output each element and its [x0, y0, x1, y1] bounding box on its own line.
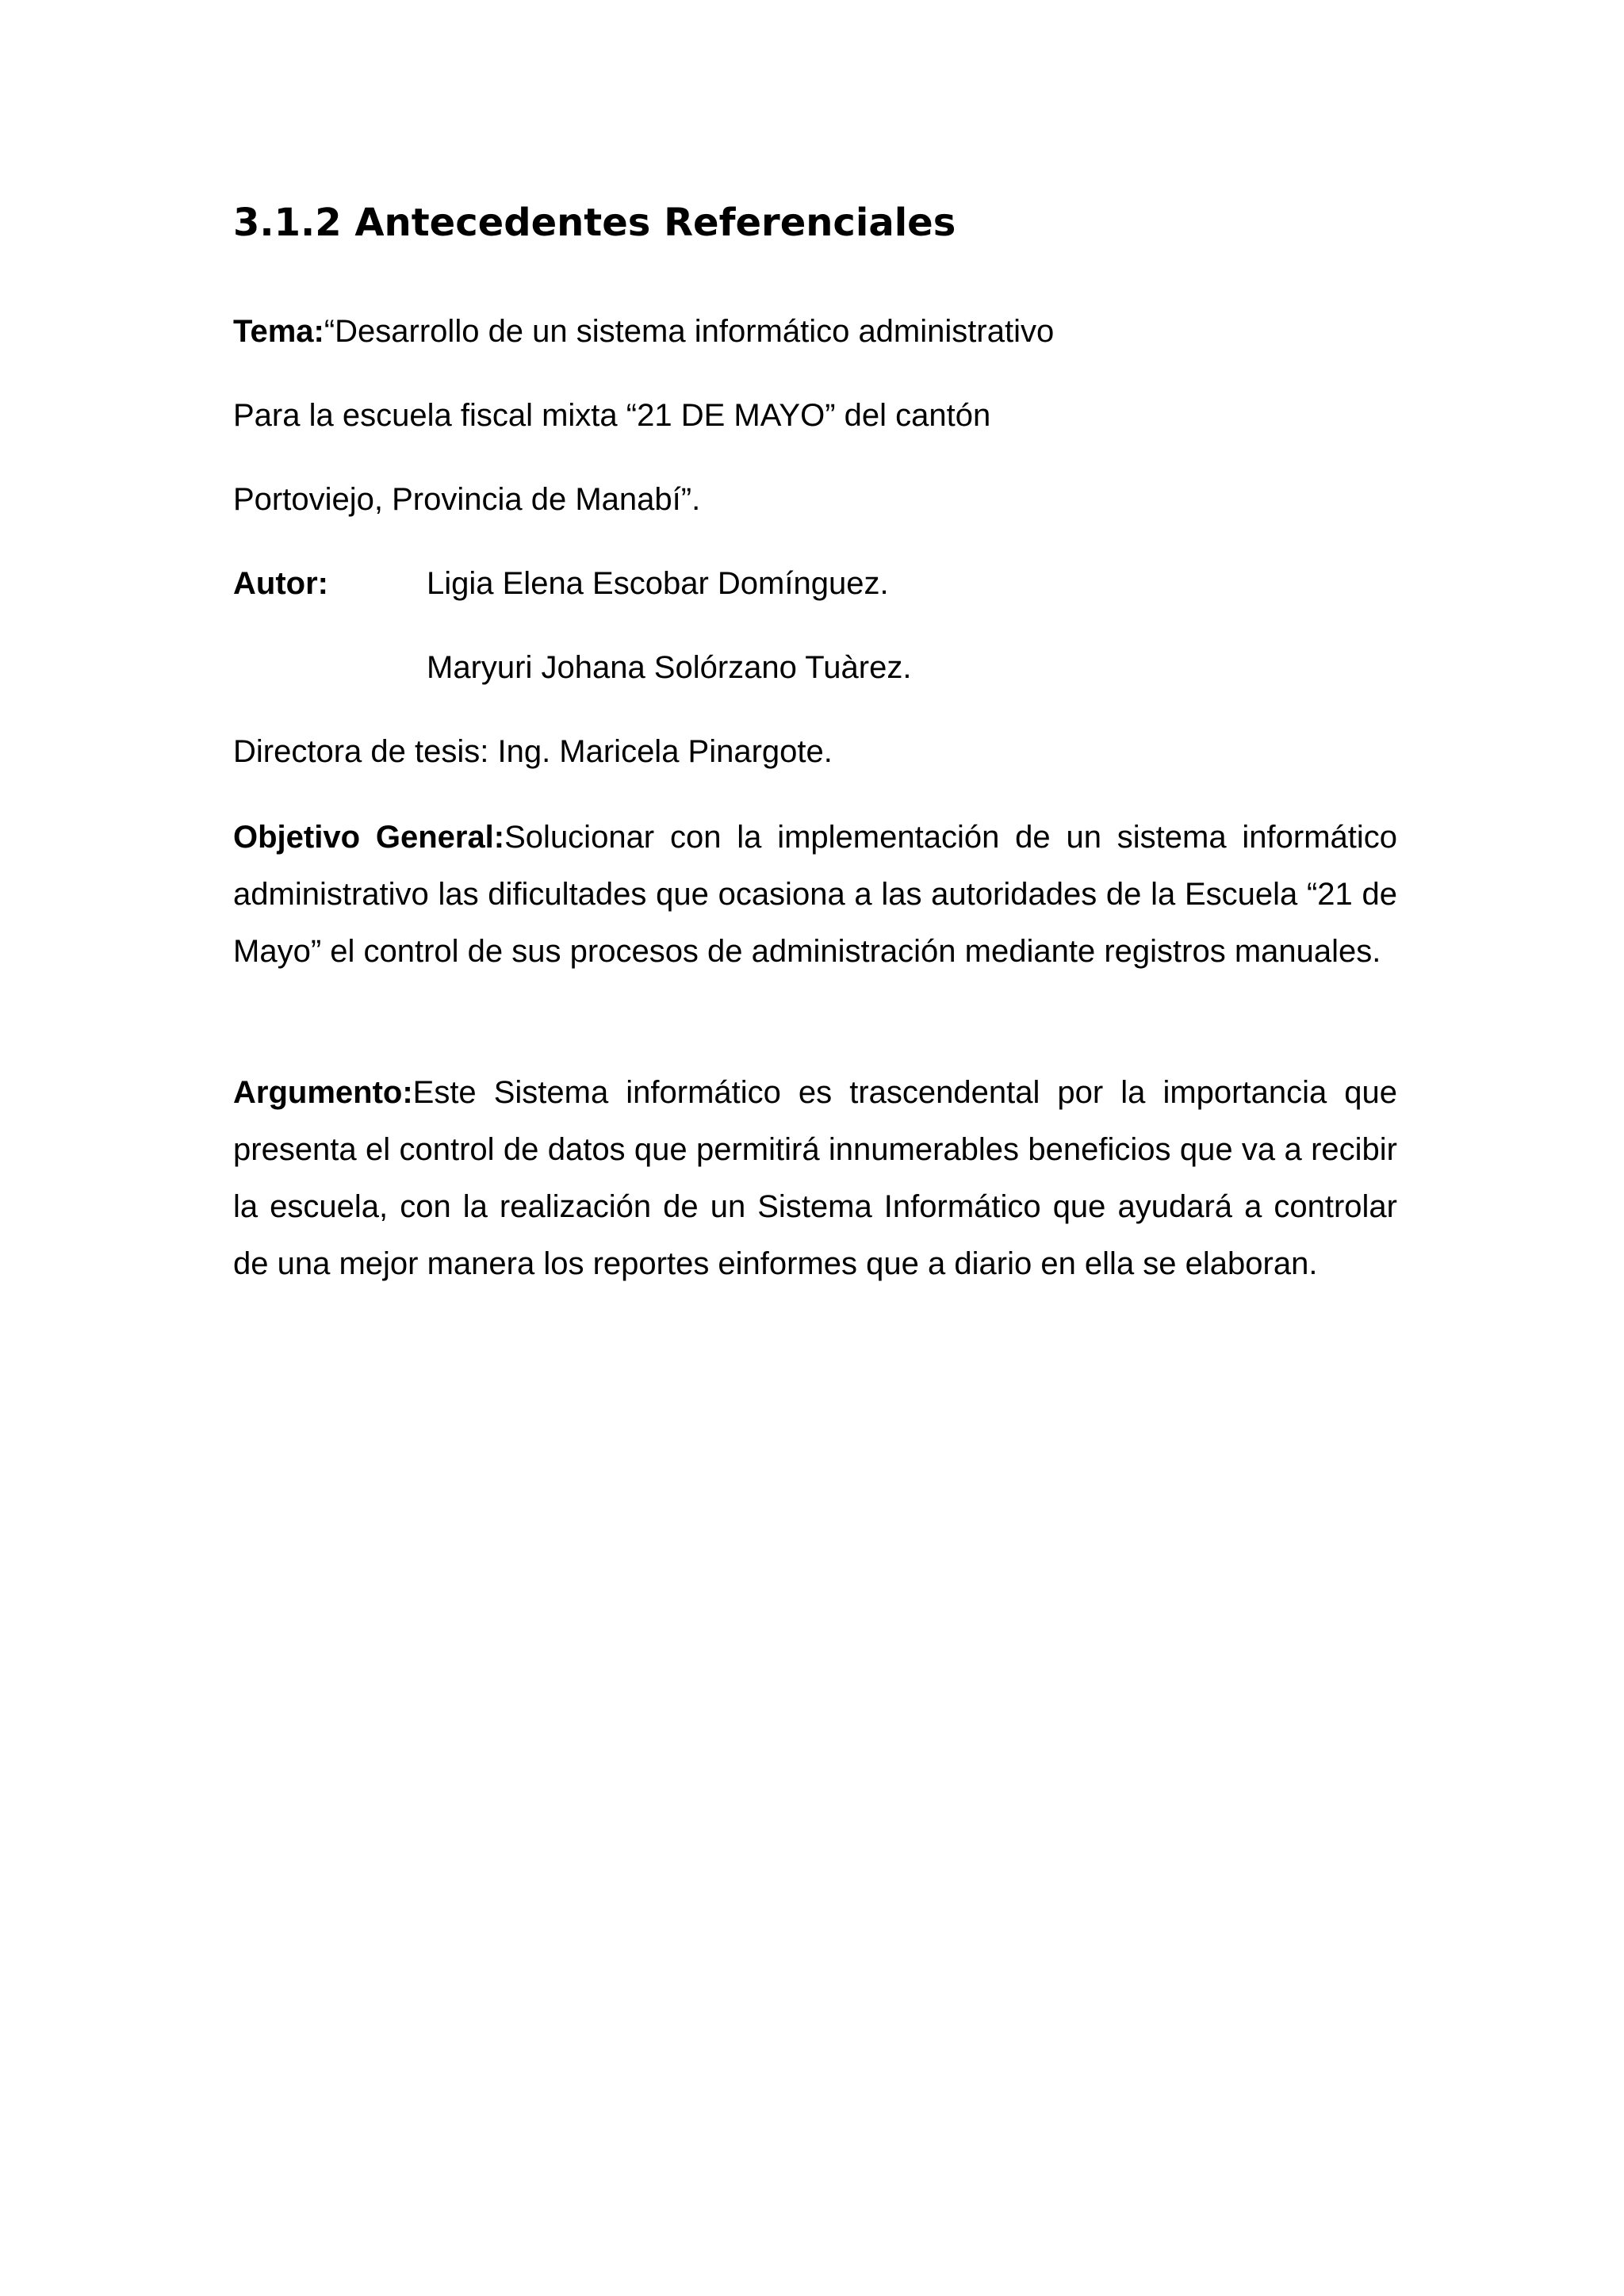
objetivo-label: Objetivo General: [233, 820, 505, 855]
tema-line-1 [233, 309, 1054, 354]
argumento-label: Argumento: [233, 1075, 413, 1110]
directora-line: Directora de tesis: Ing. Maricela Pinargote. [233, 734, 833, 769]
argumento-paragraph [233, 1064, 1397, 1292]
section-heading: 3.1.2 Antecedentes Referenciales [233, 201, 956, 245]
author-2: Maryuri Johana Solórzano Tuàrez. [427, 650, 912, 685]
tema-line-3: Portoviejo, Provincia de Manabí”. [233, 482, 701, 517]
author-1: Ligia Elena Escobar Domínguez. [427, 566, 889, 601]
tema-line-2: Para la escuela fiscal mixta “21 DE MAYO” del cantón [233, 398, 991, 433]
tema-label: Tema: [233, 314, 324, 349]
objetivo-text: Solucionar con la implementación de un sistema informático administrativo las dificultades que ocasiona a las autoridades de la Escuela “21 de Mayo” el control de sus procesos de administración mediante registros manuales. [233, 820, 1397, 969]
argumento-text: Este Sistema informático es trascendental por la importancia que presenta el control de datos que permitirá innumerables beneficios que va a recibir la escuela, con la realización de un Sistema Informático que ayudará a controlar de una mejor manera los reportes einformes que a diario en ella se elaboran. [233, 1075, 1397, 1281]
tema-text-1: “Desarrollo de un sistema informático administrativo [324, 314, 1055, 349]
objetivo-general-paragraph [233, 809, 1397, 980]
autor-label: Autor: [233, 566, 328, 601]
